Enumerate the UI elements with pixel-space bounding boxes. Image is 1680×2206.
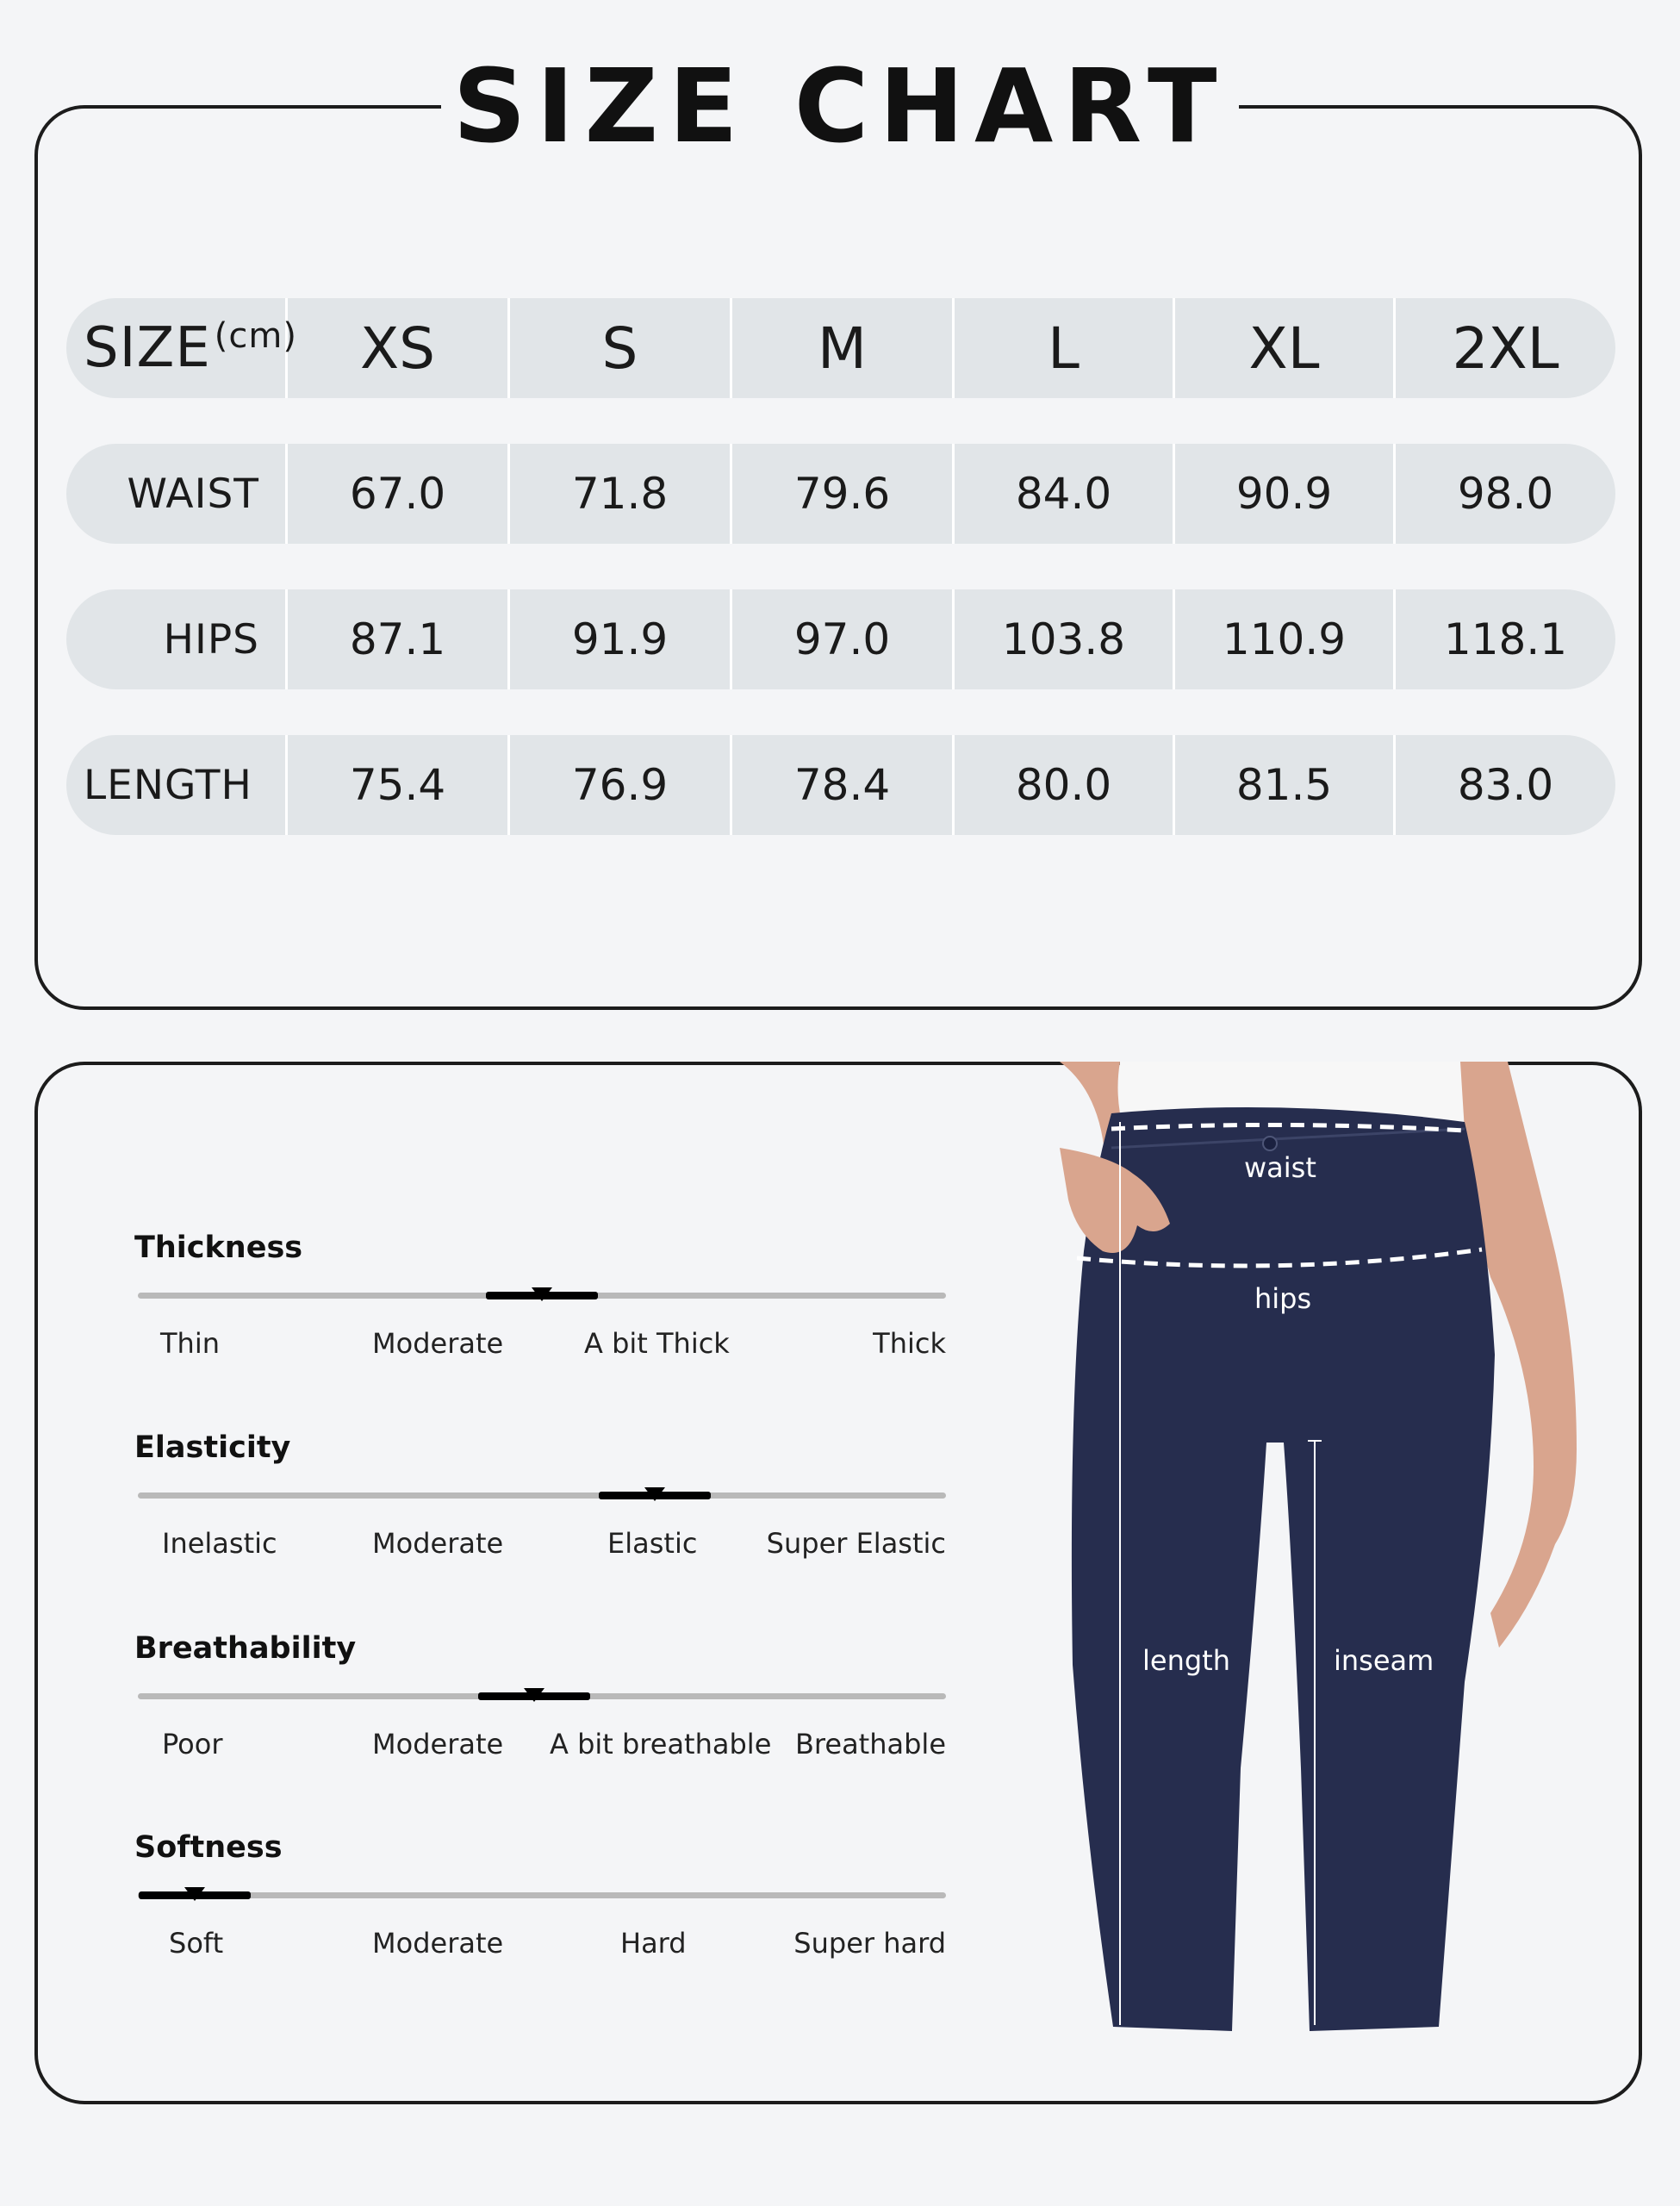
scale-label: Moderate — [372, 1927, 504, 1960]
attribute-track — [138, 1293, 946, 1299]
table-row-hips — [66, 589, 1615, 689]
attribute-title: Breathability — [134, 1631, 357, 1666]
scale-label: Thick — [873, 1327, 946, 1360]
row-label-waist: WAIST — [127, 470, 259, 518]
attribute-scale — [129, 1327, 956, 1370]
scale-label: Hard — [620, 1927, 687, 1960]
table-row-length — [66, 735, 1615, 835]
scale-label: Poor — [162, 1728, 223, 1760]
attribute-track — [138, 1492, 946, 1499]
size-2xl: 2XL — [1393, 298, 1615, 398]
table-cell: 98.0 — [1393, 444, 1615, 544]
inseam-label: inseam — [1334, 1644, 1434, 1677]
size-xl: XL — [1173, 298, 1393, 398]
attribute-scale — [129, 1527, 956, 1570]
table-cell: 84.0 — [952, 444, 1173, 544]
attribute-title: Thickness — [134, 1231, 303, 1265]
table-cell: 67.0 — [285, 444, 507, 544]
scale-label: A bit Thick — [584, 1327, 730, 1360]
size-m: M — [730, 298, 952, 398]
attribute-title: Elasticity — [134, 1430, 291, 1465]
size-unit-heading — [66, 298, 297, 398]
attribute-marker-icon — [532, 1287, 552, 1301]
attribute-marker-icon — [184, 1887, 205, 1901]
table-cell: 87.1 — [285, 589, 507, 689]
size-heading-unit: (cm) — [214, 316, 297, 356]
scale-label: A bit breathable — [550, 1728, 772, 1760]
scale-label: Breathable — [794, 1728, 946, 1760]
size-heading-label: SIZE — [84, 316, 211, 380]
scale-label: Soft — [169, 1927, 224, 1960]
row-label-hips: HIPS — [163, 615, 259, 664]
table-cell: 83.0 — [1393, 735, 1615, 835]
pants-shape — [1072, 1107, 1495, 2031]
table-cell: 78.4 — [730, 735, 952, 835]
table-cell: 79.6 — [730, 444, 952, 544]
table-cell: 76.9 — [507, 735, 730, 835]
table-cell: 103.8 — [952, 589, 1173, 689]
table-cell: 97.0 — [730, 589, 952, 689]
pants-figure — [982, 1062, 1642, 2104]
attribute-track — [138, 1693, 946, 1699]
attribute-track — [138, 1892, 946, 1898]
table-cell: 80.0 — [952, 735, 1173, 835]
scale-label: Super hard — [793, 1927, 946, 1960]
size-l: L — [952, 298, 1173, 398]
attribute-marker-icon — [644, 1487, 665, 1501]
table-row-waist — [66, 444, 1615, 544]
size-s: S — [507, 298, 730, 398]
size-table-header — [66, 298, 1615, 398]
attribute-title: Softness — [134, 1830, 283, 1865]
hips-label: hips — [1254, 1282, 1312, 1315]
button-icon — [1263, 1137, 1277, 1150]
table-cell: 81.5 — [1173, 735, 1393, 835]
scale-label: Super Elastic — [766, 1527, 946, 1560]
attribute-scale — [129, 1728, 956, 1771]
length-label: length — [1142, 1644, 1230, 1677]
scale-label: Moderate — [372, 1728, 504, 1760]
scale-label: Elastic — [607, 1527, 698, 1560]
page-title: SIZE CHART — [0, 50, 1680, 162]
table-cell: 75.4 — [285, 735, 507, 835]
size-table-panel — [34, 105, 1642, 1010]
size-xs: XS — [285, 298, 507, 398]
scale-label: Moderate — [372, 1327, 504, 1360]
pants-illustration — [982, 1062, 1642, 2104]
table-cell: 91.9 — [507, 589, 730, 689]
table-cell: 90.9 — [1173, 444, 1393, 544]
table-cell: 71.8 — [507, 444, 730, 544]
table-cell: 110.9 — [1173, 589, 1393, 689]
scale-label: Moderate — [372, 1527, 504, 1560]
attribute-marker-icon — [524, 1688, 544, 1702]
table-cell: 118.1 — [1393, 589, 1615, 689]
scale-label: Thin — [160, 1327, 220, 1360]
attribute-scale — [129, 1927, 956, 1970]
scale-label: Inelastic — [162, 1527, 277, 1560]
waist-label: waist — [1244, 1151, 1316, 1184]
row-label-length: LENGTH — [84, 761, 252, 809]
